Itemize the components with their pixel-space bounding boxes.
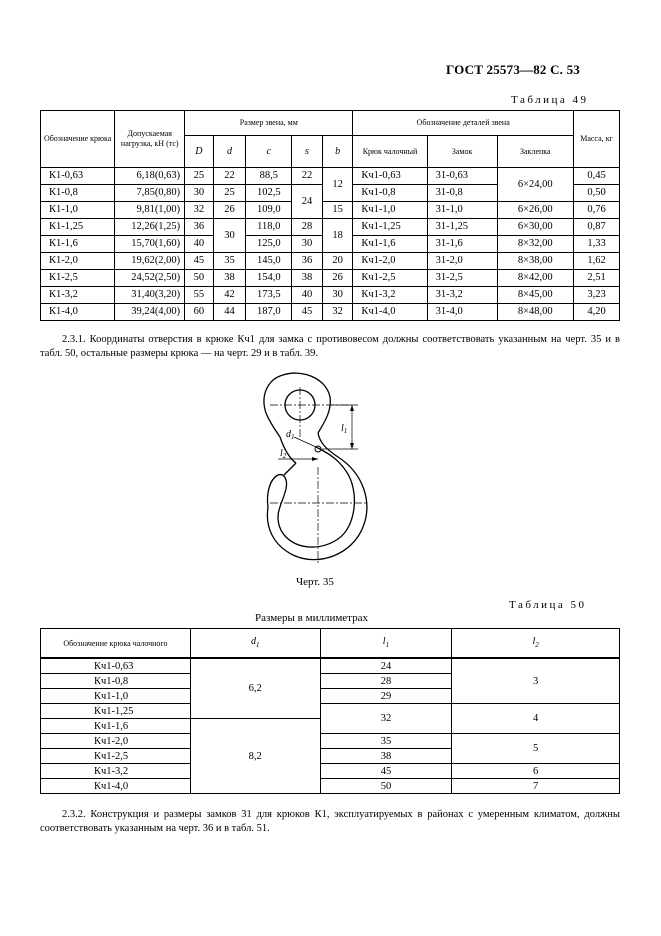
th-c: c: [246, 136, 292, 168]
th-rivet: Заклепка: [497, 136, 573, 168]
cell: 22: [292, 168, 323, 185]
cell: 0,50: [574, 185, 620, 202]
cell: 31-1,25: [427, 219, 497, 236]
cell: 125,0: [246, 236, 292, 253]
table-49-caption: Таблица 49: [511, 94, 589, 106]
table-50-caption: Таблица 50: [509, 599, 587, 611]
table-row: [41, 704, 620, 719]
cell: Кч1-1,0: [353, 202, 427, 219]
cell: 36: [292, 253, 323, 270]
cell: 145,0: [246, 253, 292, 270]
cell: Кч1-2,0: [353, 253, 427, 270]
cell: 5: [452, 734, 620, 764]
cell: 30: [292, 236, 323, 253]
cell: К1-4,0: [41, 304, 115, 321]
cell: Кч1-1,6: [353, 236, 427, 253]
cell: Кч1-3,2: [41, 764, 191, 779]
cell: 2,51: [574, 270, 620, 287]
cell: 20: [322, 253, 353, 270]
label-d1: $d_1$: [286, 429, 295, 441]
cell: 8,2: [190, 719, 320, 794]
th-d1: $d_1$: [190, 629, 320, 659]
cell: 173,5: [246, 287, 292, 304]
cell: 6×30,00: [497, 219, 573, 236]
cell: 31-1,0: [427, 202, 497, 219]
cell: 30: [185, 185, 213, 202]
cell: 45: [185, 253, 213, 270]
cell: 8×42,00: [497, 270, 573, 287]
leader-d1: [294, 437, 316, 447]
th-D: D: [185, 136, 213, 168]
cell: 7,85(0,80): [115, 185, 185, 202]
cell: 1,62: [574, 253, 620, 270]
cell: 38: [292, 270, 323, 287]
arrow-l2: [312, 457, 318, 461]
cell: 15: [322, 202, 353, 219]
cell: 32: [322, 304, 353, 321]
cell: 8×48,00: [497, 304, 573, 321]
hook-eye-outline: [283, 373, 330, 433]
hook-tip: [267, 475, 286, 507]
cell: Кч1-2,5: [353, 270, 427, 287]
table-row: [41, 287, 620, 304]
cell: 18: [322, 219, 353, 253]
cell: 31,40(3,20): [115, 287, 185, 304]
table-row: [41, 202, 620, 219]
cell: К1-1,25: [41, 219, 115, 236]
table-row: [41, 734, 620, 749]
cell: 50: [185, 270, 213, 287]
cell: 25: [185, 168, 213, 185]
cell: 55: [185, 287, 213, 304]
label-l2: $l_2$: [280, 448, 287, 460]
cell: 187,0: [246, 304, 292, 321]
cell: 31-1,6: [427, 236, 497, 253]
cell: Кч1-0,8: [41, 674, 191, 689]
cell: Кч1-0,63: [41, 658, 191, 674]
cell: 31-4,0: [427, 304, 497, 321]
th-load: Допускаемая нагрузка, кН (тс): [115, 111, 185, 168]
cell: 30: [213, 219, 246, 253]
cell: Кч1-0,8: [353, 185, 427, 202]
hook-throat: [284, 463, 296, 475]
cell: 109,0: [246, 202, 292, 219]
cell: Кч1-4,0: [41, 779, 191, 794]
cell: 40: [185, 236, 213, 253]
cell: К1-1,6: [41, 236, 115, 253]
th-d: d: [213, 136, 246, 168]
cell: 9,81(1,00): [115, 202, 185, 219]
cell: 50: [320, 779, 452, 794]
cell: 88,5: [246, 168, 292, 185]
cell: 4,20: [574, 304, 620, 321]
cell: 3,23: [574, 287, 620, 304]
cell: 6×24,00: [497, 168, 573, 202]
cell: 12: [322, 168, 353, 202]
th-l1: $l_1$: [320, 629, 452, 659]
cell: Кч1-1,25: [41, 704, 191, 719]
hook-inner-curve: [278, 447, 354, 547]
cell: К1-2,0: [41, 253, 115, 270]
cell: 6,2: [190, 658, 320, 719]
cell: Кч1-3,2: [353, 287, 427, 304]
cell: 8×38,00: [497, 253, 573, 270]
cell: 6×26,00: [497, 202, 573, 219]
cell: 32: [320, 704, 452, 734]
page-header: ГОСТ 25573—82 С. 53: [446, 62, 580, 77]
cell: Кч1-4,0: [353, 304, 427, 321]
paragraph-2-3-2: 2.3.2. Конструкция и размеры замков 31 для крюков К1, эксплуатируемых в районах с умеренным климатом, должны соответствовать указанным на черт. 36 и в табл. 51.: [40, 809, 620, 834]
cell: 38: [213, 270, 246, 287]
table-50: [40, 628, 620, 794]
th-designation: Обозначение крюка: [41, 111, 115, 168]
cell: 0,87: [574, 219, 620, 236]
cell: Кч1-0,63: [353, 168, 427, 185]
arrow-l1-bottom: [350, 443, 354, 449]
paragraph-2-3-1: 2.3.1. Координаты отверстия в крюке Кч1 для замка с противовесом должны соответствовать указанным на черт. 35 и в табл. 50, остальные размеры крюка — на черт. 29 и в табл. 39.: [40, 334, 620, 359]
cell: 24,52(2,50): [115, 270, 185, 287]
cell: 6: [452, 764, 620, 779]
cell: 31-2,0: [427, 253, 497, 270]
table-row: [41, 168, 620, 185]
label-l1: $l_1$: [341, 423, 348, 435]
cell: К1-3,2: [41, 287, 115, 304]
cell: 12,26(1,25): [115, 219, 185, 236]
table-row: [41, 219, 620, 236]
th-hook: Крюк чалочный: [353, 136, 427, 168]
cell: 8×32,00: [497, 236, 573, 253]
cell: 0,76: [574, 202, 620, 219]
cell: Кч1-2,5: [41, 749, 191, 764]
figure-caption: Черт. 35: [296, 576, 334, 588]
cell: 8×45,00: [497, 287, 573, 304]
hook-eye-outline-left: [264, 375, 283, 437]
table-49: [40, 110, 620, 321]
cell: 45: [320, 764, 452, 779]
cell: 6,18(0,63): [115, 168, 185, 185]
cell: 31-3,2: [427, 287, 497, 304]
cell: 1,33: [574, 236, 620, 253]
cell: 42: [213, 287, 246, 304]
cell: Кч1-1,6: [41, 719, 191, 734]
cell: 28: [292, 219, 323, 236]
cell: 44: [213, 304, 246, 321]
cell: 102,5: [246, 185, 292, 202]
table-row: [41, 658, 620, 674]
cell: 39,24(4,00): [115, 304, 185, 321]
cell: 3: [452, 658, 620, 704]
cell: 118,0: [246, 219, 292, 236]
cell: 38: [320, 749, 452, 764]
th-designation-50: Обозначение крюка чалочного: [41, 629, 191, 659]
table-row: [41, 304, 620, 321]
cell: 4: [452, 704, 620, 734]
cell: 35: [213, 253, 246, 270]
cell: 26: [322, 270, 353, 287]
cell: 154,0: [246, 270, 292, 287]
table-50-units: Размеры в миллиметрах: [255, 612, 368, 624]
cell: 29: [320, 689, 452, 704]
th-b: b: [322, 136, 353, 168]
th-link-size: Размер звена, мм: [185, 111, 353, 136]
th-parts: Обозначение деталей звена: [353, 111, 574, 136]
cell: 15,70(1,60): [115, 236, 185, 253]
arrow-l1-top: [350, 405, 354, 411]
cell: 30: [322, 287, 353, 304]
th-l2: $l_2$: [452, 629, 620, 659]
cell: 32: [185, 202, 213, 219]
cell: 24: [292, 185, 323, 219]
cell: 31-0,8: [427, 185, 497, 202]
table-row: [41, 779, 620, 794]
cell: Кч1-1,25: [353, 219, 427, 236]
cell: 31-0,63: [427, 168, 497, 185]
cell: 7: [452, 779, 620, 794]
cell: 26: [213, 202, 246, 219]
cell: 0,45: [574, 168, 620, 185]
table-row: [41, 270, 620, 287]
table-row: [41, 253, 620, 270]
cell: К1-0,8: [41, 185, 115, 202]
cell: К1-2,5: [41, 270, 115, 287]
cell: К1-0,63: [41, 168, 115, 185]
cell: 22: [213, 168, 246, 185]
cell: 24: [320, 658, 452, 674]
cell: 36: [185, 219, 213, 236]
cell: 31-2,5: [427, 270, 497, 287]
cell: 40: [292, 287, 323, 304]
cell: Кч1-2,0: [41, 734, 191, 749]
cell: 28: [320, 674, 452, 689]
cell: 19,62(2,00): [115, 253, 185, 270]
hook-drawing: [248, 367, 388, 572]
th-s: s: [292, 136, 323, 168]
cell: 35: [320, 734, 452, 749]
table-row: [41, 764, 620, 779]
cell: 45: [292, 304, 323, 321]
th-lock: Замок: [427, 136, 497, 168]
th-mass: Масса, кг: [574, 111, 620, 168]
cell: К1-1,0: [41, 202, 115, 219]
cell: 25: [213, 185, 246, 202]
cell: Кч1-1,0: [41, 689, 191, 704]
cell: 60: [185, 304, 213, 321]
